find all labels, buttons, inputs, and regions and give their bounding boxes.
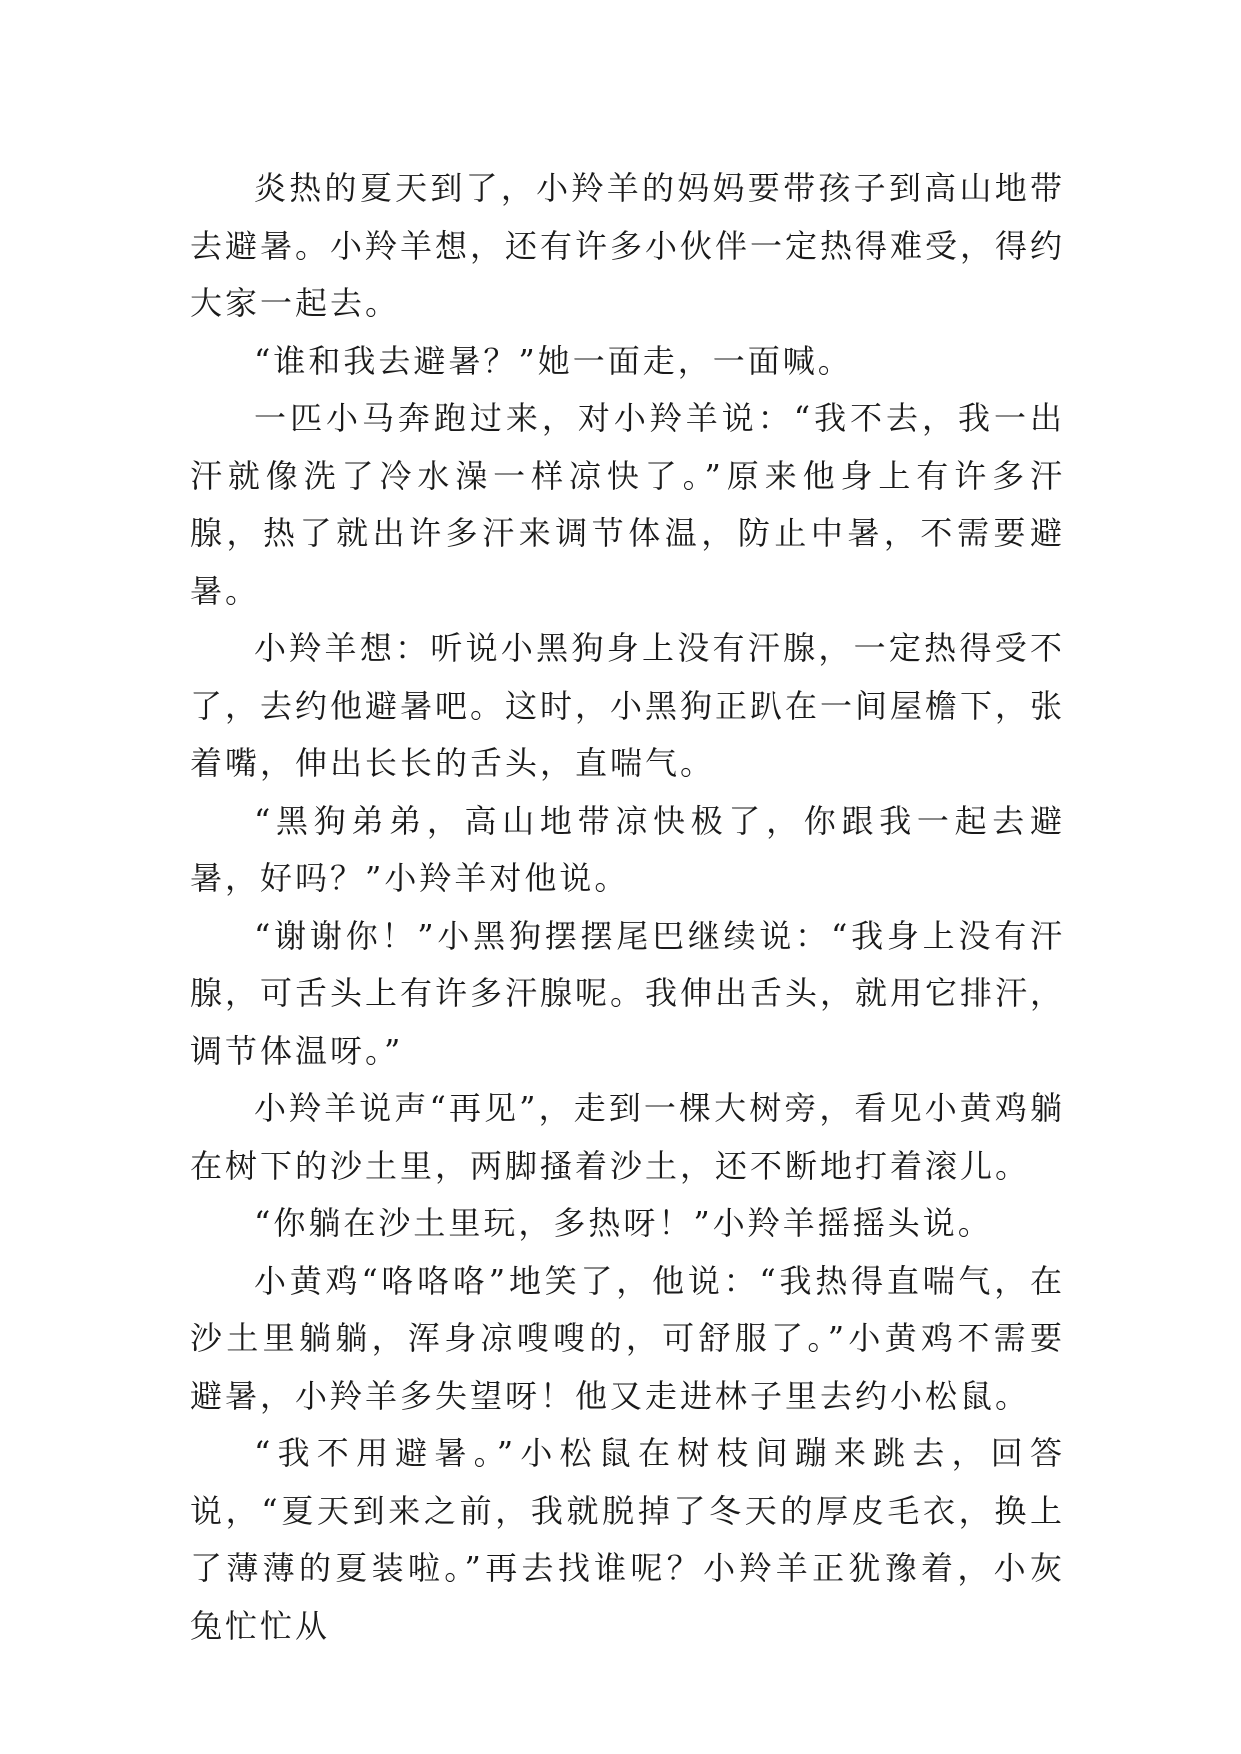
- paragraph: 小羚羊说声“再见”，走到一棵大树旁，看见小黄鸡躺在树下的沙土里，两脚搔着沙土，还不断地打着滚儿。: [190, 1089, 1065, 1185]
- paragraph: 一匹小马奔跑过来，对小羚羊说：“我不去，我一出汗就像洗了冷水澡一样凉快了。”原来他身上有许多汗腺，热了就出许多汗来调节体温，防止中暑，不需要避暑。: [190, 399, 1065, 610]
- paragraph: 小羚羊想：听说小黑狗身上没有汗腺，一定热得受不了，去约他避暑吧。这时，小黑狗正趴在一间屋檐下，张着嘴，伸出长长的舌头，直喘气。: [190, 629, 1066, 782]
- paragraph: “我不用避暑。”小松鼠在树枝间蹦来跳去，回答说，“夏天到来之前，我就脱掉了冬天的厚皮毛衣，换上了薄薄的夏装啦。”再去找谁呢？小羚羊正犹豫着，小灰兔忙忙从: [190, 1434, 1065, 1645]
- paragraph: “黑狗弟弟，高山地带凉快极了，你跟我一起去避暑，好吗？”小羚羊对他说。: [190, 801, 1065, 897]
- paragraph: 炎热的夏天到了，小羚羊的妈妈要带孩子到高山地带去避暑。小羚羊想，还有许多小伙伴一定热得难受，得约大家一起去。: [190, 169, 1066, 322]
- paragraph: “你躺在沙土里玩，多热呀！”小羚羊摇摇头说。: [254, 1204, 993, 1242]
- paragraph: “谢谢你！”小黑狗摆摆尾巴继续说：“我身上没有汗腺，可舌头上有许多汗腺呢。我伸出舌头，就用它排汗，调节体温呀。”: [190, 916, 1066, 1070]
- paragraph: 小黄鸡“咯咯咯”地笑了，他说：“我热得直喘气，在沙土里躺躺，浑身凉嗖嗖的，可舒服了。”小黄鸡不需要避暑，小羚羊多失望呀！他又走进林子里去约小松鼠。: [190, 1261, 1065, 1415]
- paragraph: “谁和我去避暑？”她一面走，一面喊。: [254, 341, 853, 380]
- story-text: [190, 160, 1065, 1655]
